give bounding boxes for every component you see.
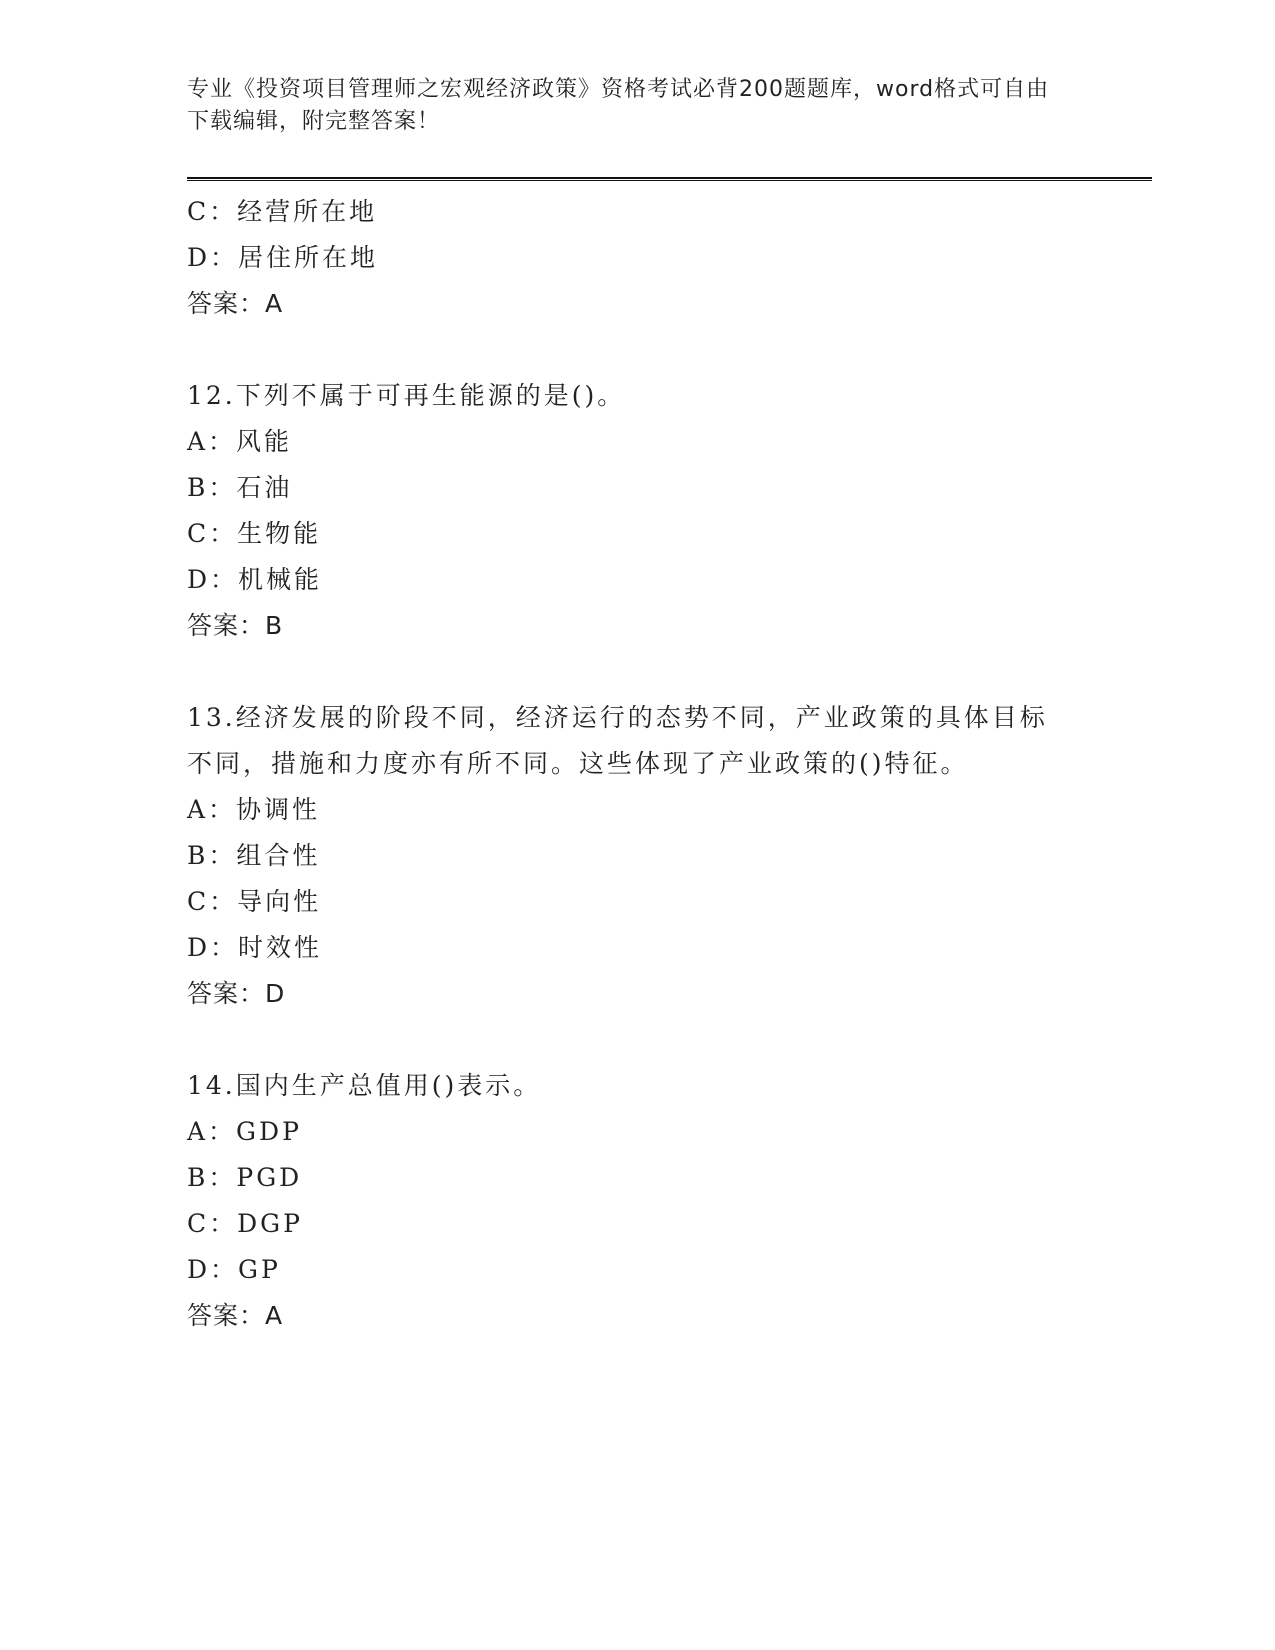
answer-line: 答案：D <box>187 979 286 1008</box>
answer-line: 答案：B <box>187 611 284 640</box>
question-stem: 13.经济发展的阶段不同，经济运行的态势不同，产业政策的具体目标不同，措施和力度亦有所不同。这些体现了产业政策的()特征。 <box>187 703 1048 778</box>
option-d: D：GP <box>187 1255 281 1284</box>
option-b: B：石油 <box>187 473 293 502</box>
option-c: C：导向性 <box>187 887 322 916</box>
question-stem: 12.下列不属于可再生能源的是()。 <box>187 381 626 410</box>
document-header <box>187 74 1067 138</box>
spacer <box>187 327 1087 373</box>
option-c: C：生物能 <box>187 519 322 548</box>
question-12 <box>187 373 1087 649</box>
option-d: D：机械能 <box>187 565 323 594</box>
question-13 <box>187 695 1087 1017</box>
option-a: A：GDP <box>187 1117 302 1146</box>
option-a: A：风能 <box>187 427 293 456</box>
answer-line: 答案：A <box>187 289 284 318</box>
header-title: 专业《投资项目管理师之宏观经济政策》资格考试必背200题题库，word格式可自由下载编辑，附完整答案！ <box>187 77 1050 134</box>
option-b: B：PGD <box>187 1163 303 1192</box>
option-a: A：协调性 <box>187 795 321 824</box>
question-stem: 14.国内生产总值用()表示。 <box>187 1071 542 1100</box>
option-c: C：经营所在地 <box>187 197 378 226</box>
option-d: D：居住所在地 <box>187 243 379 272</box>
header-divider <box>187 177 1152 181</box>
question-14 <box>187 1063 1087 1339</box>
spacer <box>187 1017 1087 1063</box>
option-d: D：时效性 <box>187 933 323 962</box>
spacer <box>187 649 1087 695</box>
answer-line: 答案：A <box>187 1301 284 1330</box>
question-list <box>187 189 1087 1339</box>
option-c: C：DGP <box>187 1209 303 1238</box>
question-11-continued <box>187 189 1087 327</box>
option-b: B：组合性 <box>187 841 321 870</box>
